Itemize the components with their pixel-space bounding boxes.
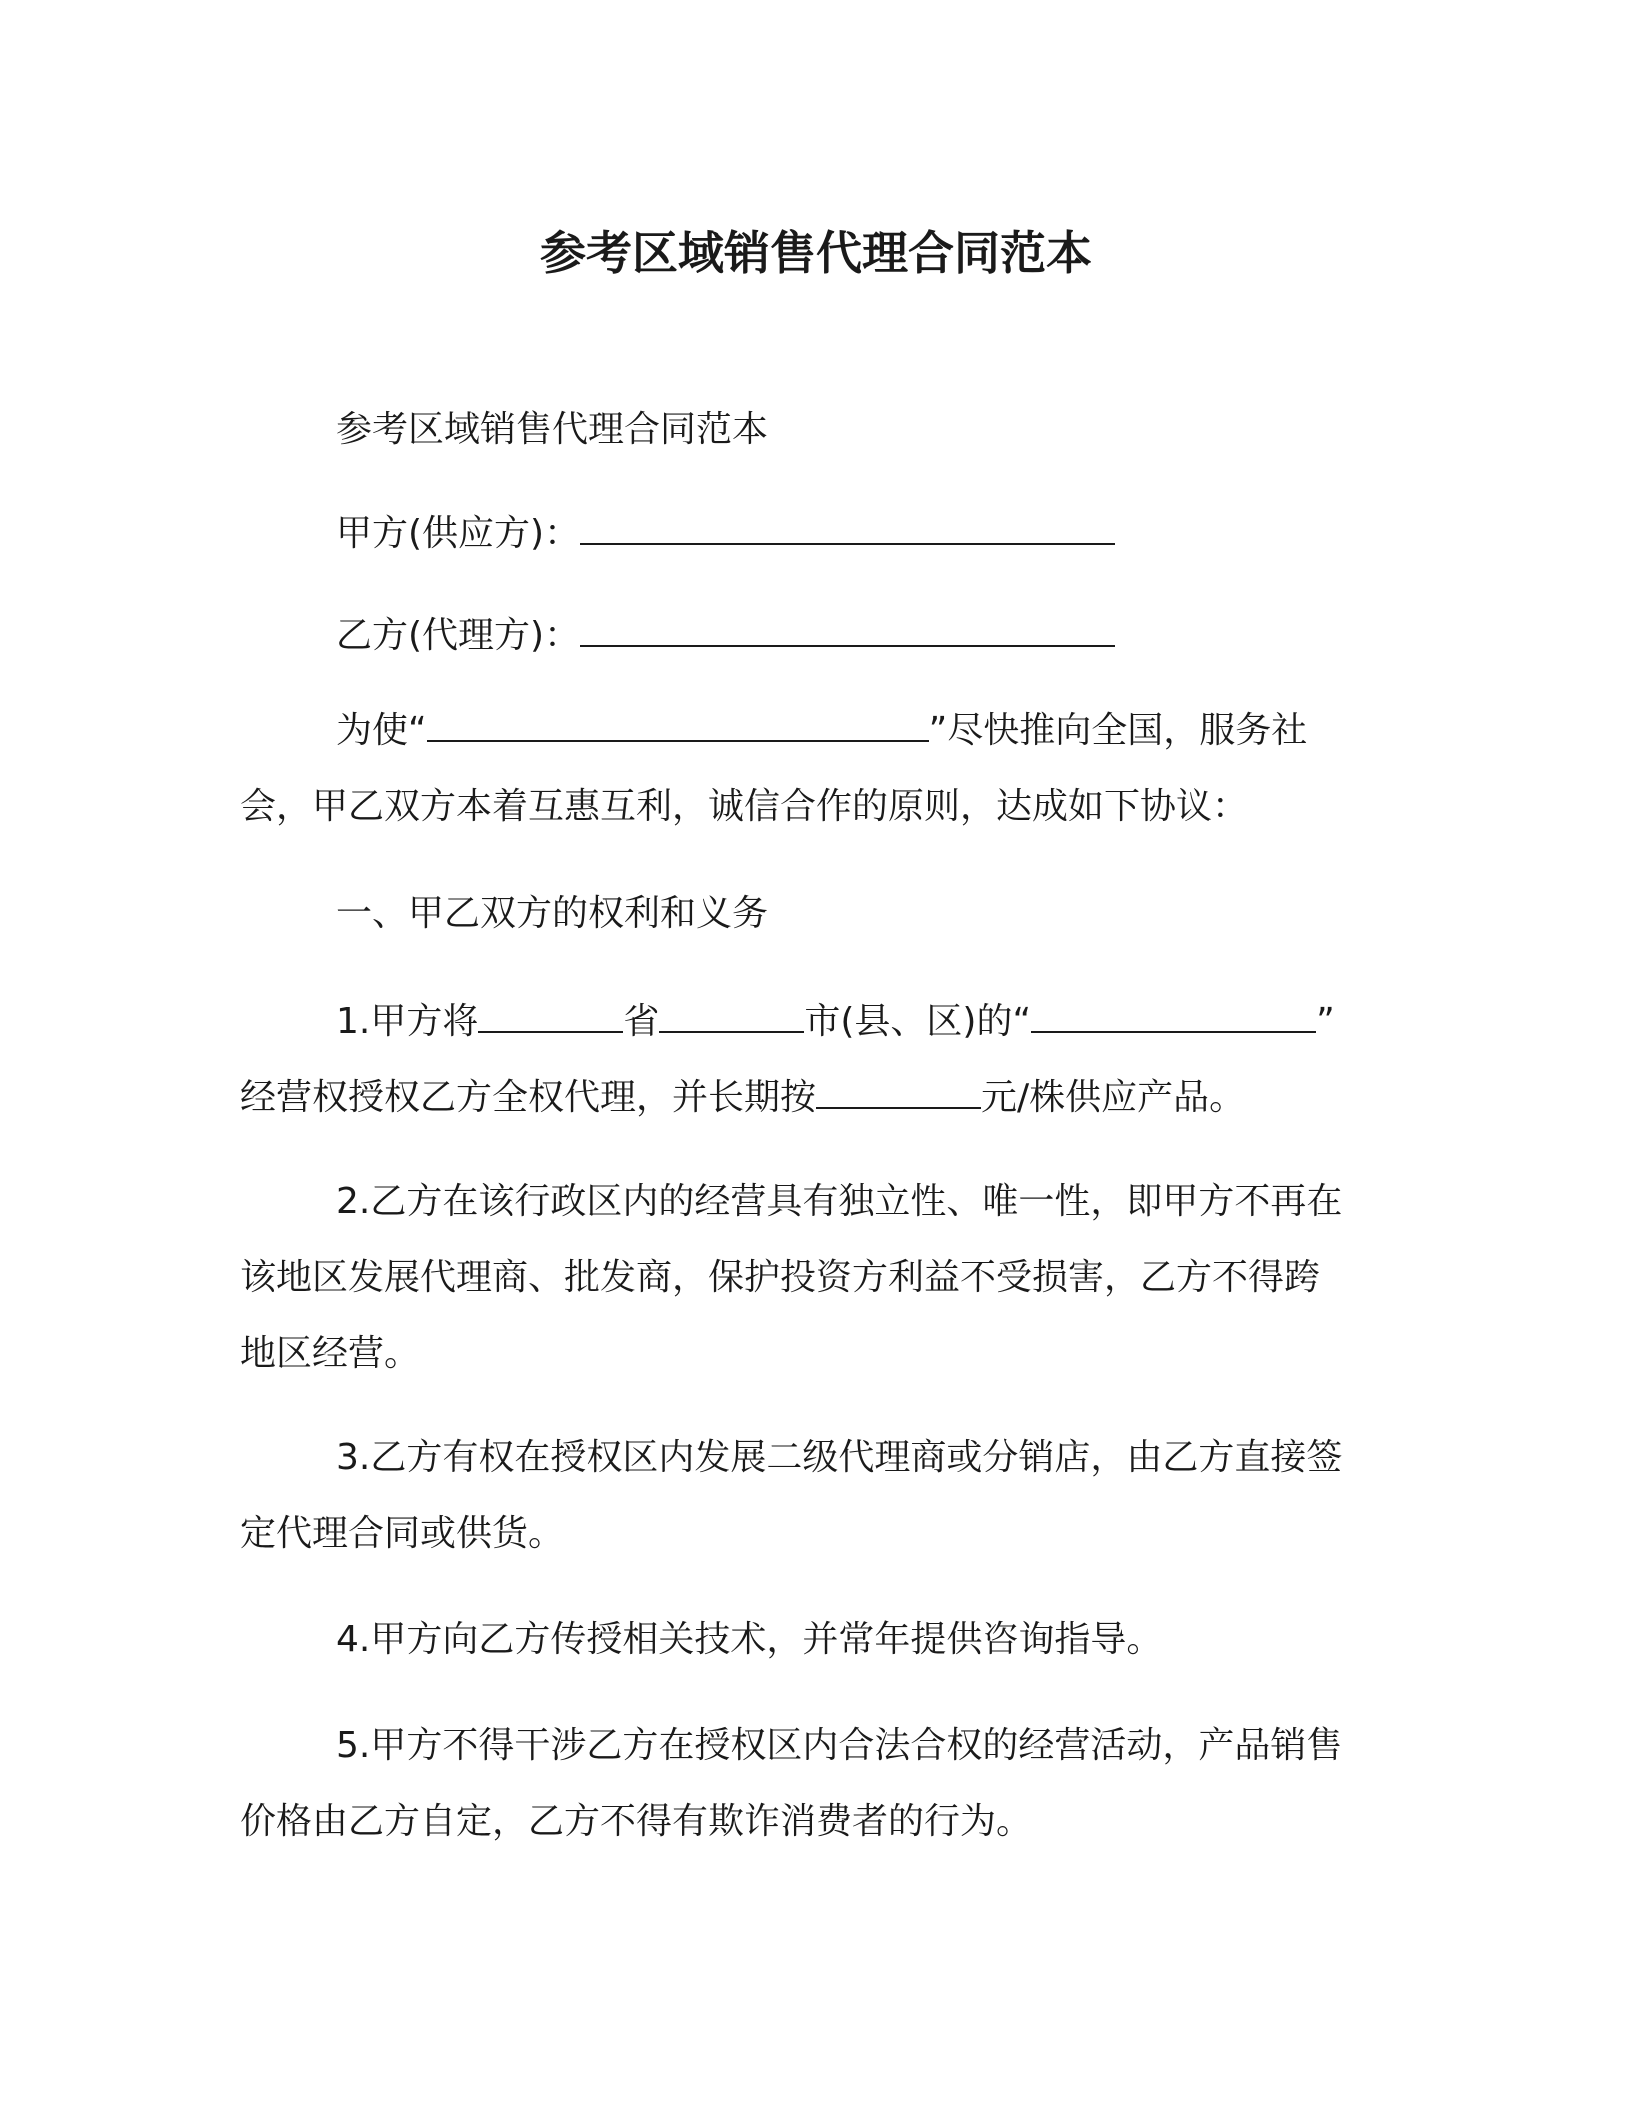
city-blank [659, 995, 804, 1033]
clause-2-line-3: 地区经营。 [240, 1333, 421, 1374]
clause-5-line-2: 价格由乙方自定，乙方不得有欺诈消费者的行为。 [240, 1801, 1033, 1842]
section-1-heading-text: 一、甲乙双方的权利和义务 [336, 893, 769, 934]
section-1-heading [240, 876, 1380, 952]
subtitle-text: 参考区域销售代理合同范本 [336, 409, 769, 450]
intro-paragraph [240, 693, 1380, 845]
party-b-label: 乙方(代理方)： [336, 615, 581, 656]
intro-line-2: 会，甲乙双方本着互惠互利，诚信合作的原则，达成如下协议： [240, 786, 1249, 827]
clause-1-line-1 [240, 984, 1380, 1060]
clause-3 [240, 1420, 1380, 1572]
province-blank [478, 995, 623, 1033]
party-a-blank [580, 507, 1115, 545]
clause-3-line-2: 定代理合同或供货。 [240, 1513, 565, 1554]
clause-1 [240, 984, 1380, 1136]
clause-1-text-f: 元/株供应产品。 [981, 1077, 1246, 1118]
intro-text-2: ”尽快推向全国，服务社 [928, 710, 1308, 751]
intro-blank [427, 704, 929, 742]
clause-2 [240, 1164, 1380, 1392]
clause-4 [240, 1602, 1380, 1678]
clause-1-line-2 [240, 1060, 1380, 1136]
clause-2-line-2: 该地区发展代理商、批发商，保护投资方利益不受损害，乙方不得跨 [240, 1257, 1321, 1298]
intro-text-1: 为使“ [336, 710, 427, 751]
party-a-label: 甲方(供应方)： [336, 513, 581, 554]
party-b-line [240, 598, 1380, 674]
clause-1-text-a: 1.甲方将 [336, 1001, 479, 1042]
party-b-blank [580, 609, 1115, 647]
clause-1-text-c: 市(县、区)的“ [804, 1001, 1032, 1042]
clause-2-line-1: 2.乙方在该行政区内的经营具有独立性、唯一性，即甲方不再在 [336, 1181, 1343, 1222]
business-blank [1031, 995, 1316, 1033]
clause-1-text-e: 经营权授权乙方全权代理，并长期按 [240, 1077, 817, 1118]
clause-1-text-b: 省 [623, 1001, 660, 1042]
clause-5-line-1: 5.甲方不得干涉乙方在授权区内合法合权的经营活动，产品销售 [336, 1725, 1343, 1766]
clause-1-text-d: ” [1316, 1001, 1335, 1042]
intro-line-1 [240, 693, 1380, 769]
document-subtitle [240, 392, 1380, 468]
price-blank [816, 1071, 981, 1109]
document-title: 参考区域销售代理合同范本 [540, 226, 1092, 280]
clause-3-line-1: 3.乙方有权在授权区内发展二级代理商或分销店，由乙方直接签 [336, 1437, 1343, 1478]
clause-4-text: 4.甲方向乙方传授相关技术，并常年提供咨询指导。 [336, 1619, 1163, 1660]
party-a-line [240, 496, 1380, 572]
clause-5 [240, 1708, 1380, 1860]
